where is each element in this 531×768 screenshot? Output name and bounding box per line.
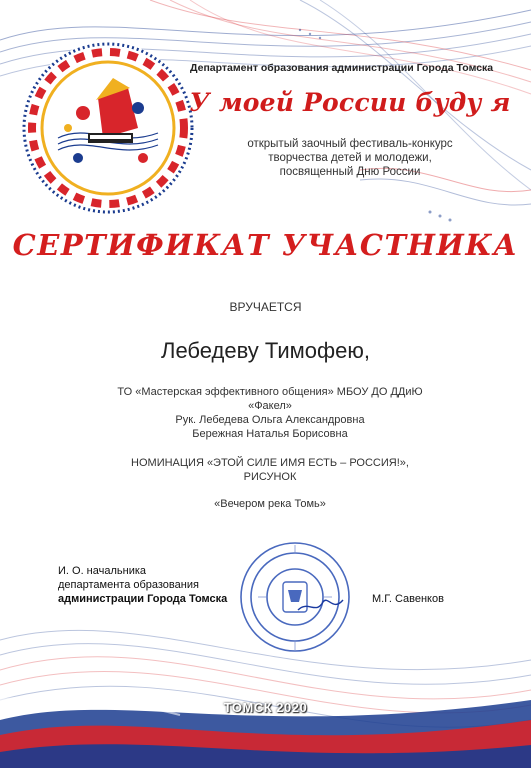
official-stamp bbox=[238, 540, 353, 655]
recipient-name: Лебедеву Тимофею, bbox=[161, 338, 370, 363]
nomination-line-1: НОМИНАЦИЯ «ЭТОЙ СИЛЕ ИМЯ ЕСТЬ – РОССИЯ!», bbox=[131, 457, 409, 469]
leader-line-1: Рук. Лебедева Ольга Александровна bbox=[175, 414, 365, 426]
festival-subtitle-line-3: посвященный Дню России bbox=[279, 166, 421, 178]
awarded-label: ВРУЧАЕТСЯ bbox=[229, 300, 302, 314]
leader-line-2: Бережная Наталья Борисовна bbox=[192, 428, 348, 440]
signer-name: М.Г. Савенков bbox=[372, 593, 444, 605]
festival-logo bbox=[18, 38, 198, 218]
festival-subtitle-line-2: творчества детей и молодежи, bbox=[268, 152, 432, 164]
footer-city-year: ТОМСК 2020 bbox=[223, 700, 308, 715]
department-header: Департамент образования администрации Города Томска bbox=[190, 62, 494, 74]
certificate-title: СЕРТИФИКАТ УЧАСТНИКА bbox=[12, 228, 519, 262]
nomination-line-2: РИСУНОК bbox=[243, 471, 297, 483]
organization-line-1: ТО «Мастерская эффективного общения» МБОУ ДО ДДиЮ bbox=[117, 386, 423, 398]
festival-subtitle bbox=[200, 137, 500, 179]
festival-subtitle-line-1: открытый заочный фестиваль-конкурс bbox=[247, 138, 453, 150]
signer-position-line-1: И. О. начальника bbox=[58, 565, 147, 577]
festival-title: У моей России буду я bbox=[189, 88, 511, 117]
signer-position-line-2: департамента образования bbox=[58, 579, 199, 591]
signer-position-line-3: администрации Города Томска bbox=[58, 593, 228, 605]
organization-line-2: «Факел» bbox=[248, 400, 292, 412]
work-title: «Вечером река Томь» bbox=[214, 498, 326, 510]
